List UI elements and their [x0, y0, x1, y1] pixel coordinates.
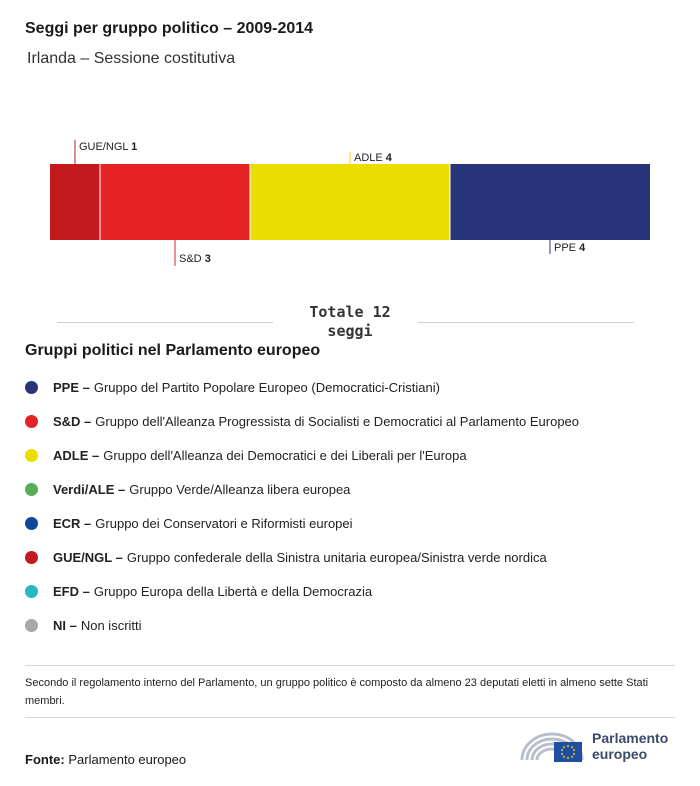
- source-text: Parlamento europeo: [68, 752, 187, 767]
- bar-segment: [50, 164, 100, 240]
- logo: [520, 728, 668, 764]
- data-label-name: GUE/NGL: [79, 141, 132, 153]
- legend-text: Gruppo dei Conservatori e Riformisti europei: [95, 515, 353, 531]
- data-label-value: 4: [385, 152, 392, 164]
- data-label-value: 4: [579, 242, 586, 254]
- divider-top: [25, 665, 675, 666]
- legend-text: Non iscritti: [80, 617, 142, 633]
- legend-dot-icon: [25, 381, 38, 394]
- legend-abbr: Verdi/ALE –: [53, 481, 126, 497]
- legend-item: [25, 472, 579, 506]
- divider-bottom: [25, 717, 675, 718]
- logo-text-line1: Parlamento: [592, 730, 669, 746]
- legend-text: Gruppo confederale della Sinistra unitaria europea/Sinistra verde nordica: [126, 549, 547, 565]
- total-divider-right: [418, 322, 634, 323]
- legend-abbr: PPE –: [53, 379, 90, 395]
- legend-text: Gruppo del Partito Popolare Europeo (Democratici-Cristiani): [93, 379, 440, 395]
- legend-text: Gruppo Europa della Libertà e della Democrazia: [93, 583, 373, 599]
- legend-dot-icon: [25, 415, 38, 428]
- logo-text: [592, 730, 668, 762]
- legend-item: [25, 540, 579, 574]
- data-label: [554, 242, 586, 254]
- chart-title: Seggi per gruppo politico – 2009-2014: [25, 20, 314, 37]
- source: [25, 752, 186, 767]
- legend-dot-icon: [25, 585, 38, 598]
- legend-dot-icon: [25, 619, 38, 632]
- total-seats-line2: seggi: [327, 322, 373, 340]
- logo-text-line2: europeo: [592, 746, 648, 762]
- legend-dot-icon: [25, 517, 38, 530]
- legend-abbr: S&D –: [53, 413, 92, 429]
- data-label-name: PPE: [554, 242, 580, 254]
- legend-dot-icon: [25, 551, 38, 564]
- legend-abbr: NI –: [53, 617, 77, 633]
- bar-segment: [250, 164, 450, 240]
- data-label-value: 3: [204, 253, 211, 265]
- legend-dot-icon: [25, 483, 38, 496]
- total-seats: [290, 303, 410, 341]
- legend-item: [25, 438, 579, 472]
- bar-segment: [100, 164, 250, 240]
- legend-text: Gruppo Verde/Alleanza libera europea: [129, 481, 351, 497]
- footnote: Secondo il regolamento interno del Parlamento, un gruppo politico è composto da almeno 23 deputati eletti in almeno sette Stati membri.: [25, 677, 649, 707]
- legend-item: [25, 574, 579, 608]
- legend-item: [25, 370, 579, 404]
- data-label-name: S&D: [179, 253, 205, 265]
- data-label-name: ADLE: [354, 152, 386, 164]
- legend-abbr: EFD –: [53, 583, 90, 599]
- legend-item: [25, 404, 579, 438]
- legend-abbr: ECR –: [53, 515, 92, 531]
- stacked-bar-chart: [0, 130, 700, 280]
- chart-subtitle: Irlanda – Sessione costitutiva: [27, 50, 236, 67]
- legend-text: Gruppo dell'Alleanza Progressista di Socialisti e Democratici al Parlamento Europeo: [95, 413, 580, 429]
- legend: [25, 370, 579, 642]
- data-label: [179, 253, 211, 265]
- data-label-value: 1: [131, 141, 138, 153]
- legend-abbr: GUE/NGL –: [53, 549, 123, 565]
- source-label: Fonte:: [25, 752, 65, 767]
- data-label: [354, 152, 393, 164]
- legend-item: [25, 506, 579, 540]
- total-divider-left: [57, 322, 273, 323]
- data-label: [79, 141, 137, 153]
- legend-text: Gruppo dell'Alleanza dei Democratici e dei Liberali per l'Europa: [103, 447, 467, 463]
- legend-item: [25, 608, 579, 642]
- legend-title: Gruppi politici nel Parlamento europeo: [25, 342, 321, 359]
- legend-dot-icon: [25, 449, 38, 462]
- european-parliament-logo-icon: [520, 728, 584, 764]
- legend-abbr: ADLE –: [53, 447, 100, 463]
- total-seats-line1: Totale 12: [309, 303, 391, 321]
- bar-segment: [450, 164, 650, 240]
